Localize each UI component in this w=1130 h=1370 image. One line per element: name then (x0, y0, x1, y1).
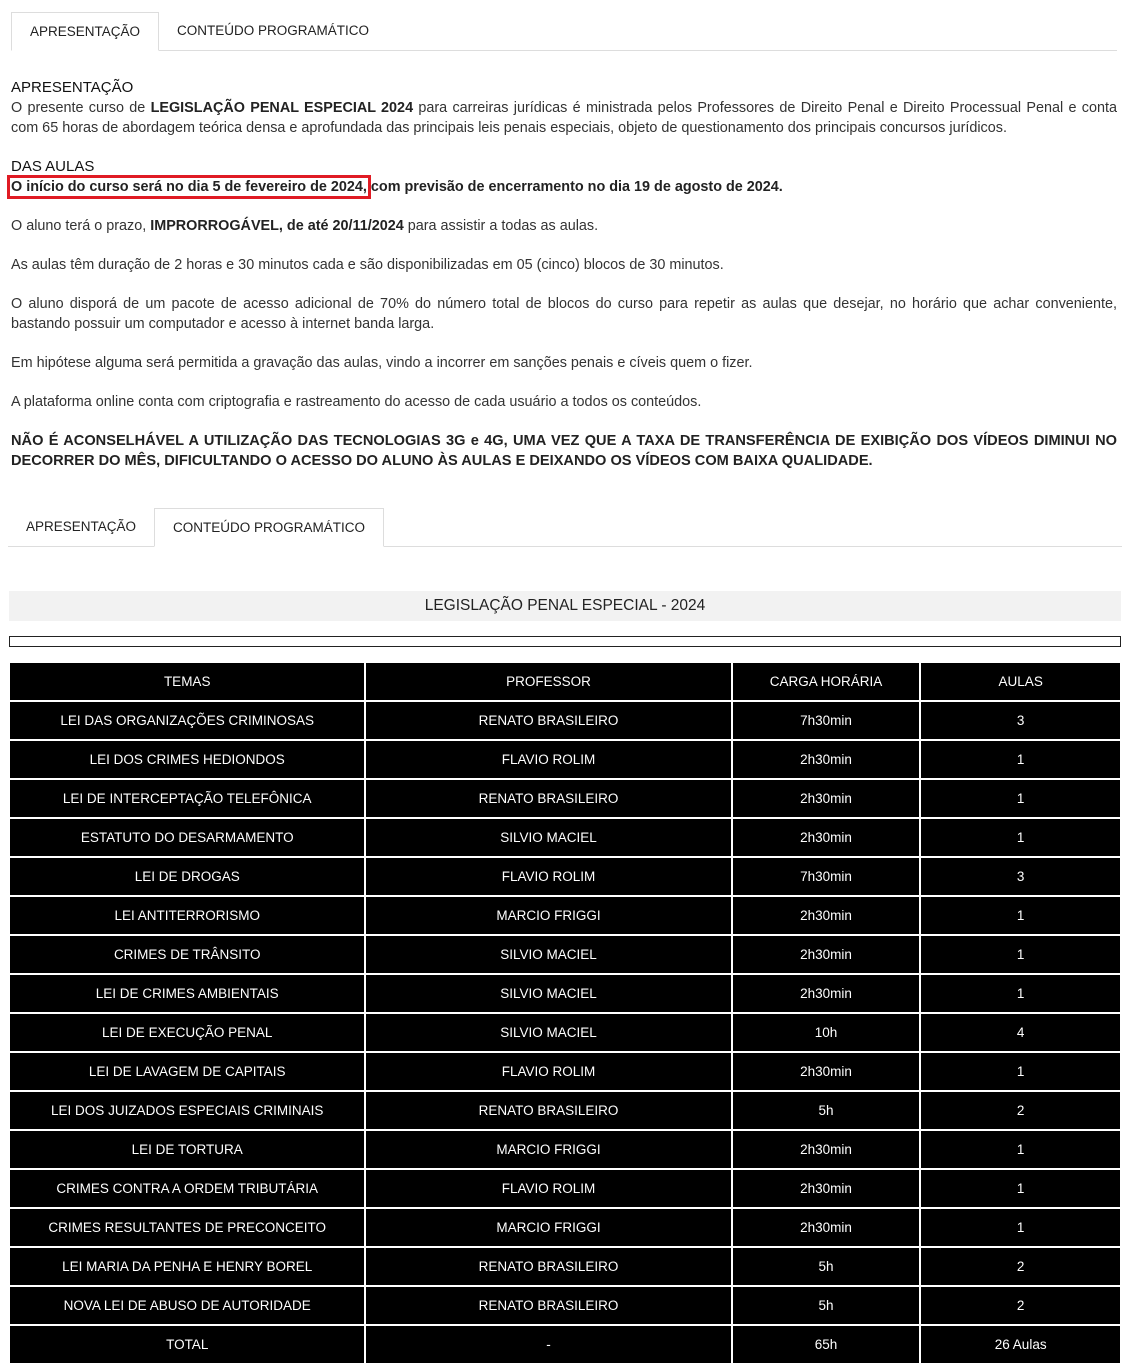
extra-access-paragraph: O aluno disporá de um pacote de acesso adicional de 70% do número total de blocos do curso para repetir as aulas que desejar, no horário que achar conveniente, bastando possuir um computador e acesso à internet banda larga. (11, 296, 1117, 332)
aulas-cell: 2 (921, 1248, 1120, 1285)
aulas-cell: 1 (921, 1170, 1120, 1207)
carga-horaria-cell: 2h30min (733, 780, 920, 817)
carga-horaria-cell: 2h30min (733, 1053, 920, 1090)
tab-bar-top (11, 12, 1117, 51)
table-row (10, 780, 1120, 817)
professor-cell: MARCIO FRIGGI (366, 897, 730, 934)
aulas-cell: 1 (921, 897, 1120, 934)
tab-conteudo-programatico-top[interactable]: CONTEÚDO PROGRAMÁTICO (177, 23, 370, 38)
table-row (10, 1248, 1120, 1285)
tab-bar-bottom (8, 509, 1122, 547)
course-name: LEGISLAÇÃO PENAL ESPECIAL 2024 (150, 100, 414, 116)
table-row (10, 702, 1120, 739)
tema-cell: LEI DE LAVAGEM DE CAPITAIS (10, 1053, 364, 1090)
carga-horaria-cell: 7h30min (733, 858, 920, 895)
carga-horaria-cell: 2h30min (733, 897, 920, 934)
header-carga-horaria: CARGA HORÁRIA (733, 663, 920, 700)
aulas-cell: 4 (921, 1014, 1120, 1051)
aulas-cell: 1 (921, 819, 1120, 856)
table-row (10, 1209, 1120, 1246)
tab-conteudo-programatico-bottom[interactable]: CONTEÚDO PROGRAMÁTICO (154, 508, 384, 547)
tema-cell: CRIMES DE TRÂNSITO (10, 936, 364, 973)
carga-horaria-cell: 10h (733, 1014, 920, 1051)
tema-cell: LEI DE EXECUÇÃO PENAL (10, 1014, 364, 1051)
professor-cell: RENATO BRASILEIRO (366, 1248, 730, 1285)
aulas-cell: 1 (921, 741, 1120, 778)
intro-text-post: para carreiras jurídicas é ministrada pelos Professores de Direito Penal e Direito Processual Penal e conta com 65 horas de abordagem teórica densa e aprofundada das principais leis penais especiais, objeto de questionamento dos principais concursos jurídicos. (11, 100, 1117, 136)
professor-cell: FLAVIO ROLIM (366, 1170, 730, 1207)
professor-cell: FLAVIO ROLIM (366, 741, 730, 778)
professor-cell: RENATO BRASILEIRO (366, 780, 730, 817)
professor-cell: MARCIO FRIGGI (366, 1209, 730, 1246)
end-date-text: com previsão de encerramento no dia 19 de agosto de 2024. (366, 179, 783, 195)
tema-cell: LEI DOS CRIMES HEDIONDOS (10, 741, 364, 778)
table-row (10, 1287, 1120, 1324)
presentation-content (11, 78, 1117, 471)
header-professor: PROFESSOR (366, 663, 730, 700)
aulas-cell: 3 (921, 858, 1120, 895)
carga-horaria-cell: 5h (733, 1248, 920, 1285)
table-row (10, 741, 1120, 778)
program-table (8, 661, 1122, 1365)
carga-horaria-cell: 5h (733, 1092, 920, 1129)
aulas-cell: 1 (921, 780, 1120, 817)
carga-horaria-cell: 7h30min (733, 702, 920, 739)
classes-heading: DAS AULAS (11, 158, 95, 175)
connection-warning: NÃO É ACONSELHÁVEL A UTILIZAÇÃO DAS TECNOLOGIAS 3G e 4G, UMA VEZ QUE A TAXA DE TRANSFERÊNCIA DE EXIBIÇÃO DOS VÍDEOS DIMINUI NO DECORRER DO MÊS, DIFICULTANDO O ACESSO DO ALUNO ÀS AULAS E DEIXANDO OS VÍDEOS COM BAIXA QUALIDADE. (11, 433, 1117, 469)
table-row (10, 1053, 1120, 1090)
tema-cell: LEI DE CRIMES AMBIENTAIS (10, 975, 364, 1012)
platform-paragraph: A plataforma online conta com criptografia e rastreamento do acesso de cada usuário a todos os conteúdos. (11, 394, 702, 410)
professor-cell: SILVIO MACIEL (366, 936, 730, 973)
carga-horaria-cell: 2h30min (733, 936, 920, 973)
professor-cell: RENATO BRASILEIRO (366, 1092, 730, 1129)
table-row (10, 897, 1120, 934)
program-title: LEGISLAÇÃO PENAL ESPECIAL - 2024 (9, 591, 1121, 621)
professor-cell: SILVIO MACIEL (366, 975, 730, 1012)
start-date-highlight: O início do curso será no dia 5 de fevereiro de 2024, (11, 179, 367, 195)
professor-cell: SILVIO MACIEL (366, 819, 730, 856)
empty-bar (9, 636, 1121, 647)
aulas-cell: 1 (921, 936, 1120, 973)
professor-cell: SILVIO MACIEL (366, 1014, 730, 1051)
table-row (10, 1014, 1120, 1051)
intro-paragraph (11, 98, 1117, 138)
tema-cell: LEI DOS JUIZADOS ESPECIAIS CRIMINAIS (10, 1092, 364, 1129)
aulas-cell: 1 (921, 975, 1120, 1012)
tema-cell: LEI ANTITERRORISMO (10, 897, 364, 934)
tema-cell: ESTATUTO DO DESARMAMENTO (10, 819, 364, 856)
duration-paragraph: As aulas têm duração de 2 horas e 30 minutos cada e são disponibilizadas em 05 (cinco) blocos de 30 minutos. (11, 257, 724, 273)
carga-horaria-cell: 2h30min (733, 1131, 920, 1168)
no-recording-paragraph: Em hipótese alguma será permitida a gravação das aulas, vindo a incorrer em sanções penais e cíveis quem o fizer. (11, 355, 753, 371)
table-row (10, 1092, 1120, 1129)
aulas-cell: 2 (921, 1287, 1120, 1324)
professor-cell: MARCIO FRIGGI (366, 1131, 730, 1168)
table-row (10, 819, 1120, 856)
deadline-text-post: para assistir a todas as aulas. (403, 218, 599, 234)
tema-cell: CRIMES RESULTANTES DE PRECONCEITO (10, 1209, 364, 1246)
aulas-cell: 1 (921, 1053, 1120, 1090)
carga-horaria-cell: 5h (733, 1287, 920, 1324)
deadline-paragraph (11, 216, 1117, 236)
carga-horaria-cell: 65h (733, 1326, 920, 1363)
aulas-cell: 3 (921, 702, 1120, 739)
professor-cell: RENATO BRASILEIRO (366, 702, 730, 739)
professor-cell: RENATO BRASILEIRO (366, 1287, 730, 1324)
carga-horaria-cell: 2h30min (733, 741, 920, 778)
tema-cell: TOTAL (10, 1326, 364, 1363)
carga-horaria-cell: 2h30min (733, 1209, 920, 1246)
table-row (10, 1170, 1120, 1207)
aulas-cell: 1 (921, 1209, 1120, 1246)
header-temas: TEMAS (10, 663, 364, 700)
tab-apresentacao-top[interactable]: APRESENTAÇÃO (11, 12, 159, 51)
tema-cell: LEI DE INTERCEPTAÇÃO TELEFÔNICA (10, 780, 364, 817)
intro-text-pre: O presente curso de (11, 100, 151, 116)
professor-cell: FLAVIO ROLIM (366, 858, 730, 895)
deadline-bold: IMPRORROGÁVEL, de até 20/11/2024 (150, 218, 404, 234)
table-header-row (10, 663, 1120, 700)
professor-cell: - (366, 1326, 730, 1363)
table-total-row (10, 1326, 1120, 1363)
table-row (10, 1131, 1120, 1168)
presentation-heading: APRESENTAÇÃO (11, 79, 134, 96)
carga-horaria-cell: 2h30min (733, 1170, 920, 1207)
tema-cell: LEI MARIA DA PENHA E HENRY BOREL (10, 1248, 364, 1285)
tab-apresentacao-bottom[interactable]: APRESENTAÇÃO (26, 519, 137, 534)
carga-horaria-cell: 2h30min (733, 975, 920, 1012)
aulas-cell: 2 (921, 1092, 1120, 1129)
carga-horaria-cell: 2h30min (733, 819, 920, 856)
tema-cell: CRIMES CONTRA A ORDEM TRIBUTÁRIA (10, 1170, 364, 1207)
aulas-cell: 26 Aulas (921, 1326, 1120, 1363)
header-aulas: AULAS (921, 663, 1120, 700)
deadline-text-pre: O aluno terá o prazo, (11, 218, 151, 234)
tema-cell: NOVA LEI DE ABUSO DE AUTORIDADE (10, 1287, 364, 1324)
tema-cell: LEI DE TORTURA (10, 1131, 364, 1168)
table-row (10, 936, 1120, 973)
professor-cell: FLAVIO ROLIM (366, 1053, 730, 1090)
tema-cell: LEI DAS ORGANIZAÇÕES CRIMINOSAS (10, 702, 364, 739)
table-row (10, 975, 1120, 1012)
tema-cell: LEI DE DROGAS (10, 858, 364, 895)
aulas-cell: 1 (921, 1131, 1120, 1168)
start-date-paragraph (11, 177, 1117, 197)
table-row (10, 858, 1120, 895)
